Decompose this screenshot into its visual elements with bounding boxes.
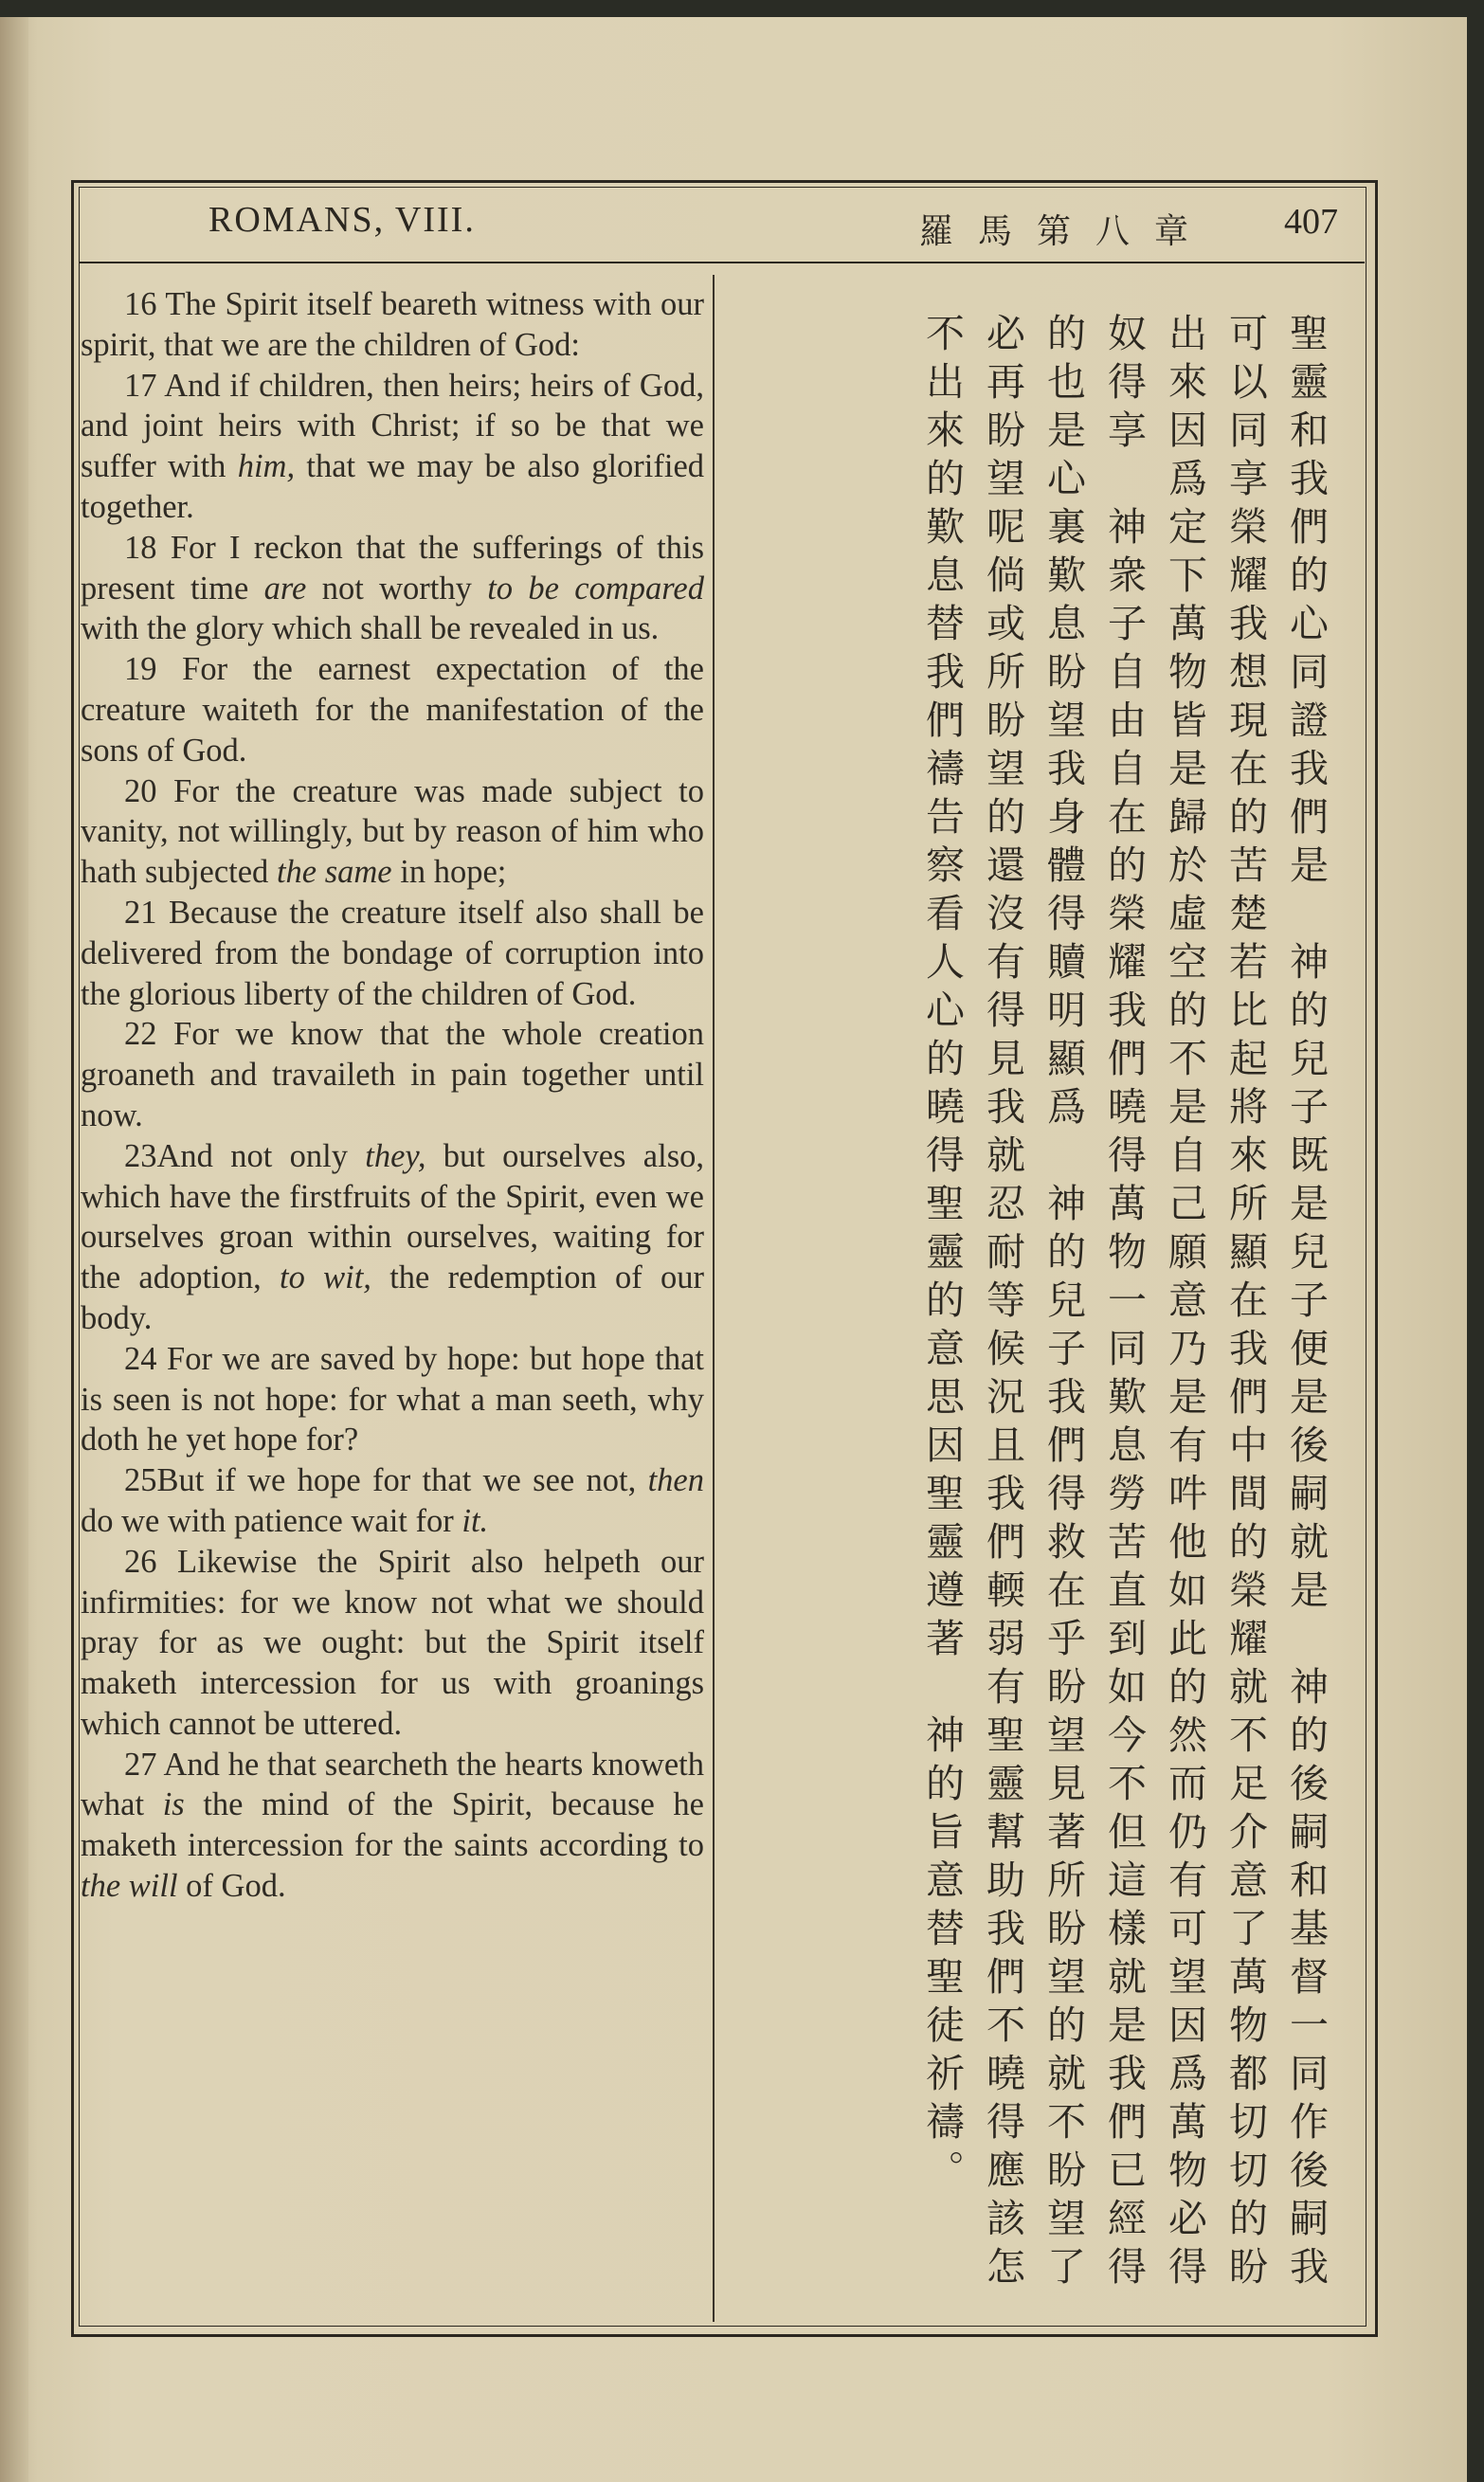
binding-gutter [0,17,28,2482]
verse-21: 21 Because the creature itself also shall be delivered from the bondage of corruption into the glorious liberty of the children of God. [81,894,704,1012]
verse-25: 25But if we hope for that we see not, then do we with patience wait for it. [81,1462,704,1539]
verse-24: 24 For we are saved by hope: but hope that is seen is not hope: for what a man seeth, why doth he yet hope for? [81,1340,704,1458]
verse-18: 18 For I reckon that the sufferings of this present time are not worthy to be compared with the glory which shall be revealed in us. [81,529,705,647]
verse-19: 19 For the earnest expectation of the creature waiteth for the manifestation of the sons of God. [81,651,704,769]
chinese-line-2: 可以同享榮耀我想現在的苦楚若比起將來所顯在我們中間的榮耀就不足介意了萬物都切切的盼 [1222,313,1268,2294]
verse-26: 26 Likewise the Spirit also helpeth our infirmities: for we know not what we should pray for as we ought: but the Spirit itself maketh intercession for us with groanings which cannot be uttered. [81,1543,704,1742]
chinese-text-column [730,313,1336,2312]
column-divider [713,275,715,2322]
verse-27: 27 And he that searcheth the hearts knoweth what is the mind of the Spirit, because he maketh intercession for the saints according to the will of God. [81,1746,704,1905]
verse-23: 23And not only they, but ourselves also, which have the firstfruits of the Spirit, even we ourselves groan within ourselves, waiting for the adoption, to wit, the redemption of our body. [81,1137,704,1336]
chinese-line-7: 不出來的歎息替我們禱告察看人心的曉得聖靈的意思因聖靈遵著 神的旨意替聖徒祈禱。 [919,313,965,2198]
verse-17: 17 And if children, then heirs; heirs of God, and joint heirs with Christ; if so be that we suffer with him, that we may be also glorified together. [81,367,705,525]
verse-20: 20 For the creature was made subject to vanity, not willingly, but by reason of him who hath subjected the same in hope; [81,772,705,891]
verse-22: 22 For we know that the whole creation groaneth and travaileth in pain together until now. [81,1016,704,1133]
chinese-line-3: 出來因爲定下萬物皆是歸於虛空的不是自己願意乃是有吽他如此的然而仍有可望因爲萬物必得 [1162,313,1207,2294]
chinese-book-title: 羅馬第八章 [919,212,1214,251]
chinese-line-6: 必再盼望呢倘或所盼望的還沒有得見我就忍耐等候況且我們輭弱有聖靈幫助我們不曉得應該怎 [980,313,1025,2294]
chinese-line-5: 的也是心裏歎息盼望我身體得贖明顯爲 神的兒子我們得救在乎盼望見著所盼望的就不盼望了 [1041,313,1086,2294]
header-rule [79,262,1365,263]
verse-16: 16 The Spirit itself beareth witness with our spirit, that we are the children of God: [81,286,704,363]
page-number: 407 [1284,202,1338,242]
running-header [71,188,1372,254]
book-title: ROMANS, VIII. [208,200,476,240]
chinese-line-4: 奴得享 神衆子自由自在的榮耀我們曉得萬物一同歎息勞苦直到如今不但這樣就是我們已經得 [1101,313,1147,2294]
chinese-line-1: 聖靈和我們的心同證我們是 神的兒子既是兒子便是後嗣就是 神的後嗣和基督一同作後嗣我 [1283,313,1329,2294]
english-text-column [81,284,704,1907]
